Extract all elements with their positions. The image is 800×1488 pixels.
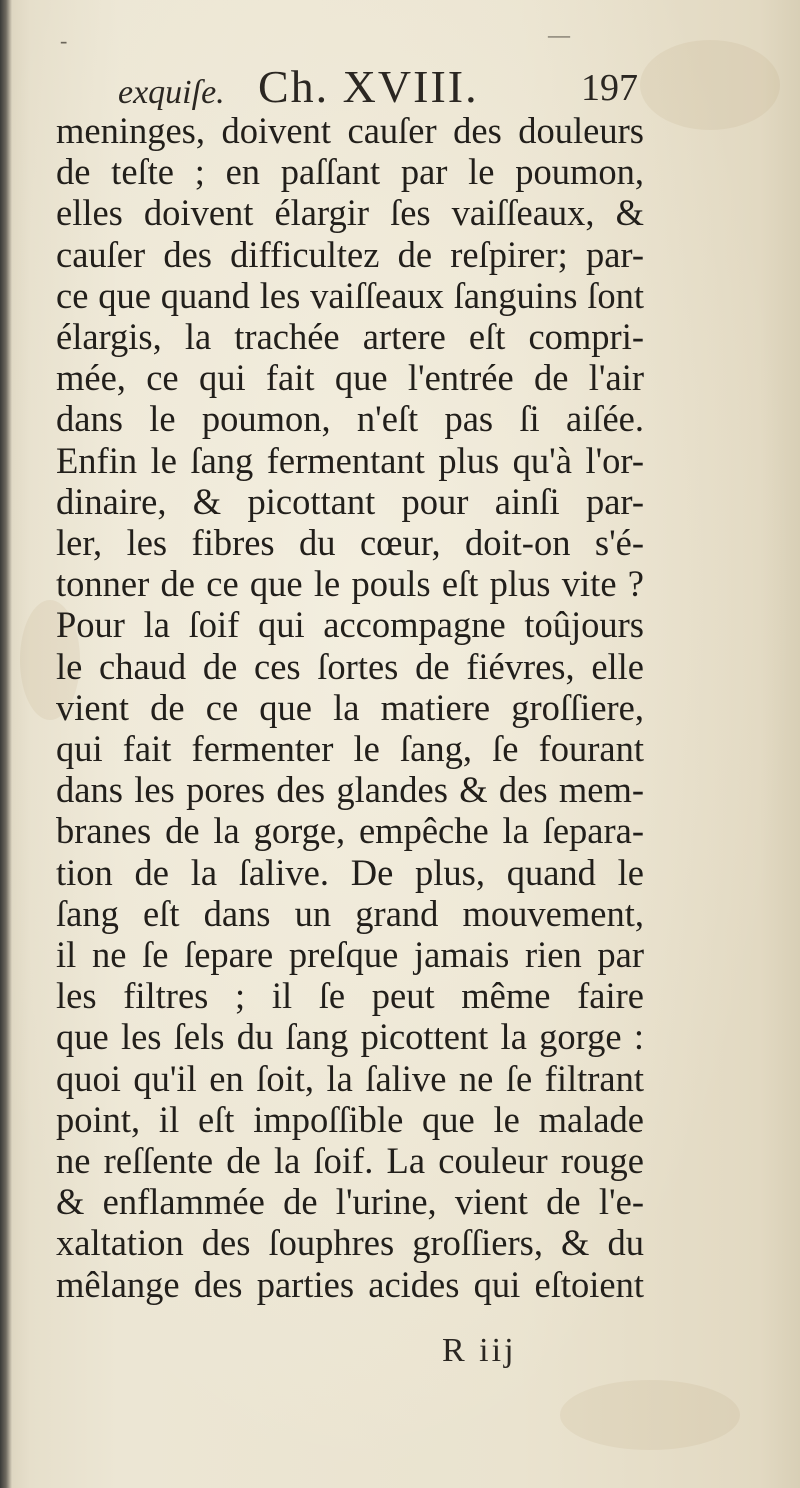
text-line: & enflammée de l'urine, vient de l'e- xyxy=(56,1181,644,1223)
body-text xyxy=(56,110,656,1305)
text-line: elles doivent élargir ſes vaiſſeaux, & xyxy=(56,192,644,234)
running-head-catchword: exquiſe. xyxy=(118,74,225,111)
text-line: dinaire, & picottant pour ainſi par- xyxy=(56,480,644,522)
text-line: qui fait fermenter le ſang, ſe fourant xyxy=(56,728,644,770)
text-line: de teſte ; en paſſant par le poumon, xyxy=(56,151,644,193)
edge-mark: - xyxy=(60,28,68,53)
text-line: tion de la ſalive. De plus, quand le xyxy=(56,851,644,893)
running-head xyxy=(118,60,638,116)
text-line: que les ſels du ſang picottent la gorge : xyxy=(56,1016,644,1058)
paper-stain xyxy=(640,40,780,130)
text-line: quoi qu'il en ſoit, la ſalive ne ſe filtrant xyxy=(56,1057,644,1099)
text-line: ler, les fibres du cœur, doit-on s'é- xyxy=(56,522,644,564)
signature-mark: R iij xyxy=(442,1332,517,1369)
text-line: dans les pores des glandes & des mem- xyxy=(56,769,644,811)
text-line: les filtres ; il ſe peut même faire xyxy=(56,975,644,1017)
text-line: mêlange des parties acides qui eſtoient xyxy=(56,1263,644,1305)
chapter-heading: Ch. XVIII. xyxy=(258,61,479,112)
text-line: il ne ſe ſepare preſque jamais rien par xyxy=(56,934,644,976)
text-line: meninges, doivent cauſer des douleurs xyxy=(56,110,644,151)
text-line: tonner de ce que le pouls eſt plus vite ? xyxy=(56,563,644,605)
binding-gutter xyxy=(0,0,12,1488)
text-line: ce que quand les vaiſſeaux ſanguins ſont xyxy=(56,274,644,316)
paper-stain xyxy=(560,1380,740,1450)
text-line: Enfin le ſang fermentant plus qu'à l'or- xyxy=(56,439,644,481)
edge-mark: — xyxy=(548,22,570,47)
text-line: vient de ce que la matiere groſſiere, xyxy=(56,686,644,728)
text-line: cauſer des difficultez de reſpirer; par- xyxy=(56,233,644,275)
text-line: dans le poumon, n'eſt pas ſi aiſée. xyxy=(56,398,644,440)
text-line: point, il eſt impoſſible que le malade xyxy=(56,1098,644,1140)
text-line: xaltation des ſouphres groſſiers, & du xyxy=(56,1222,644,1264)
text-line: ſang eſt dans un grand mouvement, xyxy=(56,892,644,934)
text-line: ne reſſente de la ſoif. La couleur rouge xyxy=(56,1140,644,1182)
text-line: mée, ce qui fait que l'entrée de l'air xyxy=(56,357,644,399)
text-line: Pour la ſoif qui accompagne toûjours xyxy=(56,604,644,646)
text-line: branes de la gorge, empêche la ſepara- xyxy=(56,810,644,852)
text-line: le chaud de ces ſortes de fiévres, elle xyxy=(56,645,644,687)
page-number: 197 xyxy=(581,67,638,109)
text-line: élargis, la trachée artere eſt compri- xyxy=(56,316,644,358)
